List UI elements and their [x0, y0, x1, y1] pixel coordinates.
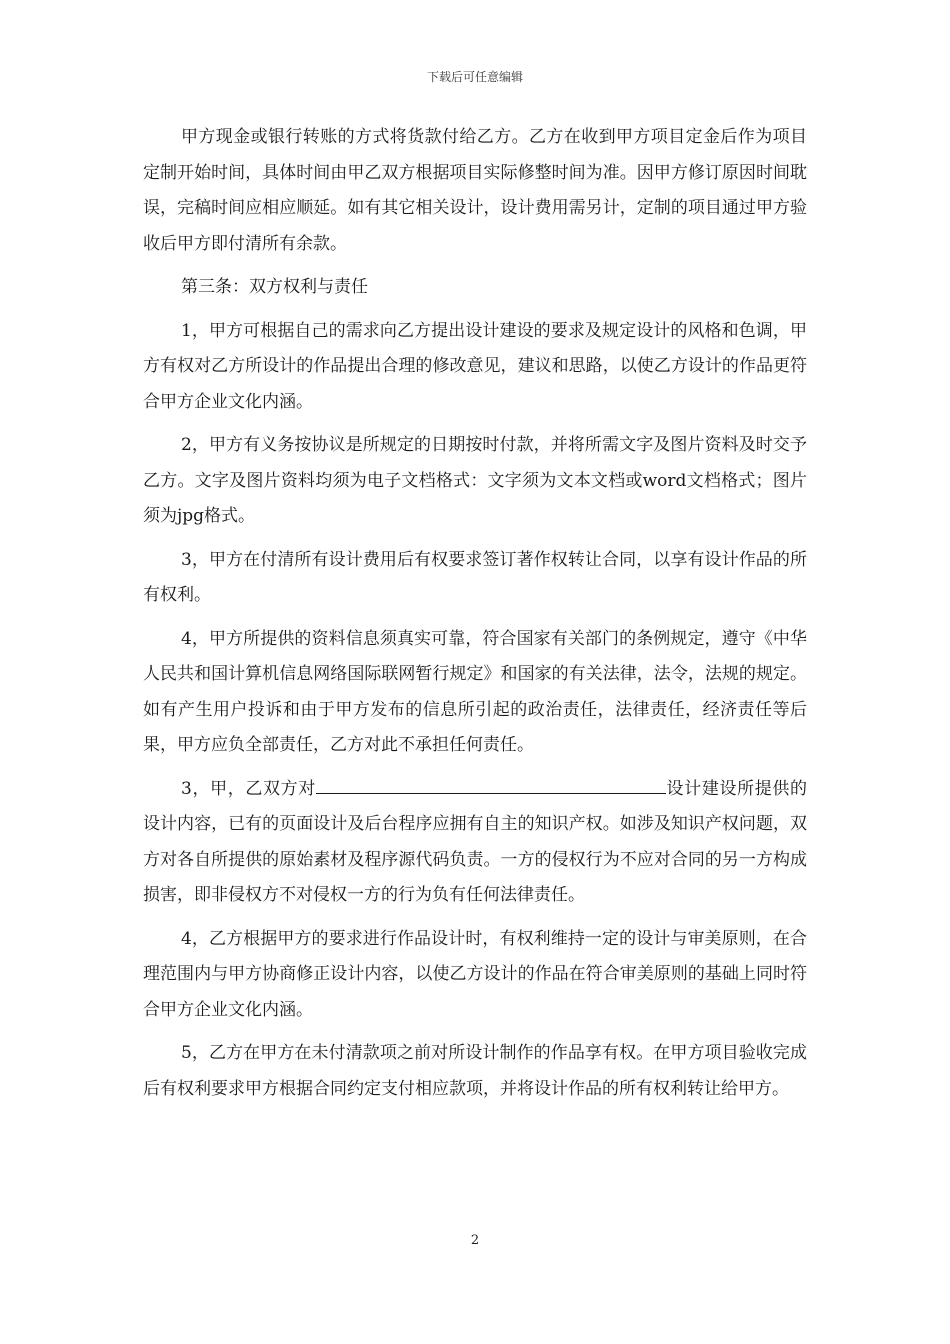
- paragraph-party-a-right-1: 1，甲方可根据自己的需求向乙方提出设计建设的要求及规定设计的风格和色调，甲方有权对乙方所设计的作品提出合理的修改意见，建议和思路，以使乙方设计的作品更符合甲方企业文化内涵。: [143, 320, 807, 412]
- ip-rights-text-after: 设计建设所提供的设计内容，已有的页面设计及后台程序应拥有自主的知识产权。如涉及知识产权问题，双方对各自所提供的原始素材及程序源代码负责。一方的侵权行为不应对合同的另一方构成损害，即非侵权方不对侵权一方的行为负有任何法律责任。: [143, 778, 807, 905]
- section-heading-article-3: 第三条：双方权利与责任: [181, 277, 368, 297]
- page-header: 下载后可任意编辑: [426, 70, 523, 84]
- page-number: 2: [470, 1233, 480, 1248]
- fill-in-blank-line[interactable]: [316, 773, 666, 794]
- paragraph-party-b-right-4: 4，乙方根据甲方的要求进行作品设计时，有权利维持一定的设计与审美原则，在合理范围内与甲方协商修正设计内容，以使乙方设计的作品在符合审美原则的基础上同时符合甲方企业文化内涵。: [143, 928, 807, 1020]
- ip-rights-text-before: 3，甲，乙双方对: [181, 778, 316, 799]
- paragraph-party-a-right-3: 3，甲方在付清所有设计费用后有权要求签订著作权转让合同，以享有设计作品的所有权利。: [143, 549, 807, 605]
- paragraph-party-a-right-4: 4，甲方所提供的资料信息须真实可靠，符合国家有关部门的条例规定，遵守《中华人民共和国计算机信息网络国际联网暂行规定》和国家的有关法律，法令，法规的规定。如有产生用户投诉和由于甲方发布的信息所引起的政治责任，法律责任，经济责任等后果，甲方应负全部责任，乙方对此不承担任何责任。: [143, 628, 807, 755]
- document-body: [143, 120, 807, 1115]
- paragraph-ip-rights: [143, 772, 807, 914]
- paragraph-party-b-right-5: 5，乙方在甲方在未付清款项之前对所设计制作的作品享有权。在甲方项目验收完成后有权利要求甲方根据合同约定支付相应款项，并将设计作品的所有权利转让给甲方。: [143, 1043, 807, 1099]
- paragraph-party-a-right-2: 2，甲方有义务按协议是所规定的日期按时付款，并将所需文字及图片资料及时交予乙方。文字及图片资料均须为电子文档格式：文字须为文本文档或word文档格式；图片须为jpg格式。: [143, 435, 807, 526]
- paragraph-payment-terms: 甲方现金或银行转账的方式将货款付给乙方。乙方在收到甲方项目定金后作为项目定制开始时间，具体时间由甲乙双方根据项目实际修整时间为准。因甲方修订原因时间耽误，完稿时间应相应顺延。如有其它相关设计，设计费用需另计，定制的项目通过甲方验收后甲方即付清所有余款。: [143, 127, 807, 254]
